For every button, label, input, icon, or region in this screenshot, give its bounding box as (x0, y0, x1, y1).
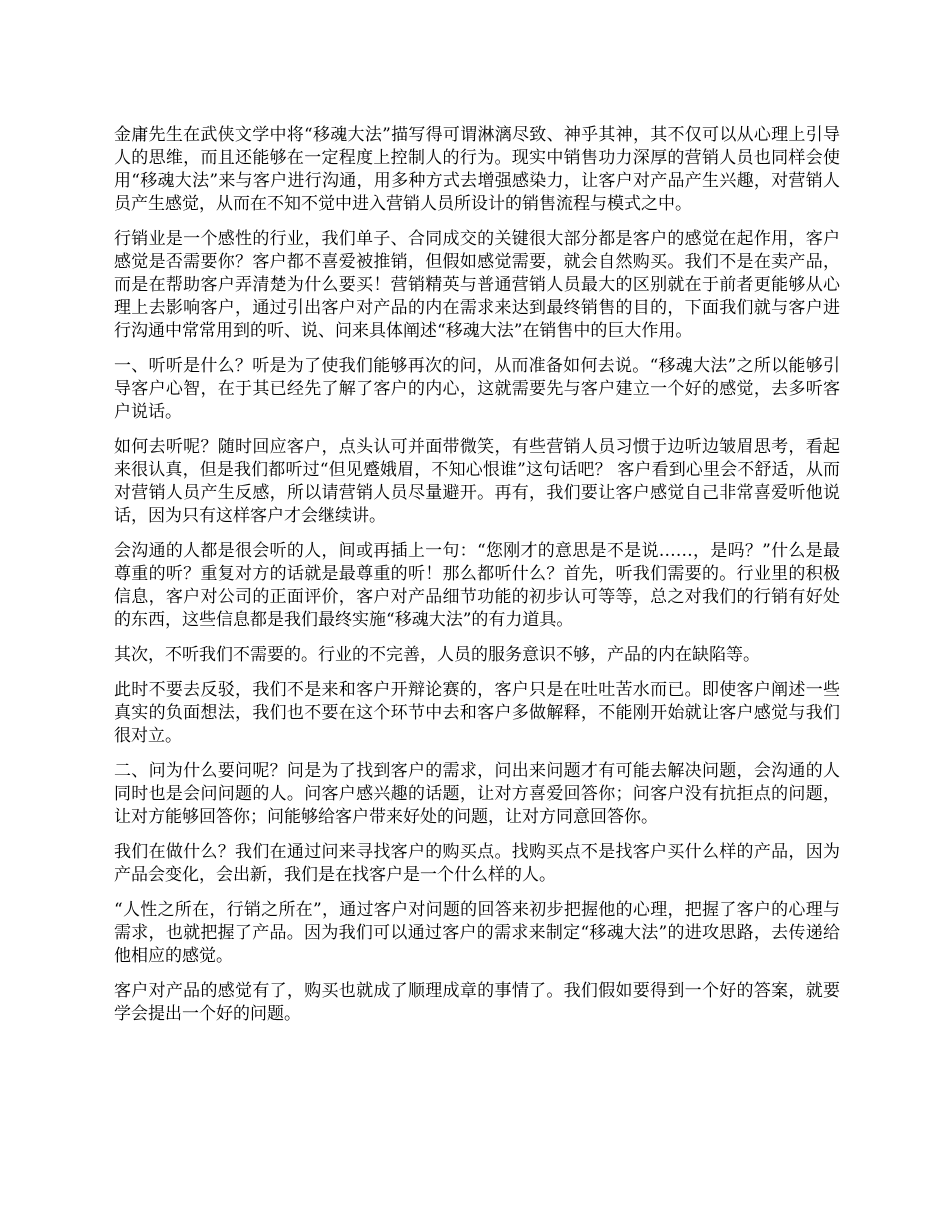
paragraph-4: 如何去听呢？随时回应客户，点头认可并面带微笑，有些营销人员习惯于边听边皱眉思考，看起来很认真，但是我们都听过“但见蹙娥眉，不知心恨谁”这句话吧？ 客户看到心里会不舒适，从而对营销人员产生反感，所以请营销人员尽量避开。再有，我们要让客户感觉自己非常喜爱听他说话，因为只有这样客户才会继续讲。 (114, 437, 840, 526)
paragraph-6: 其次，不听我们不需要的。行业的不完善，人员的服务意识不够，产品的内在缺陷等。 (114, 645, 760, 665)
paragraph-1: 金庸先生在武侠文学中将“移魂大法”描写得可谓淋漓尽致、神乎其神，其不仅可以从心理上引导人的思维，而且还能够在一定程度上控制人的行为。现实中销售功力深厚的营销人员也同样会使用“移魂大法”来与客户进行沟通，用多种方式去增强感染力，让客户对产品产生兴趣，对营销人员产生感觉，从而在不知不觉中进入营销人员所设计的销售流程与模式之中。 (114, 125, 840, 214)
paragraph-3: 一、听听是什么？听是为了使我们能够再次的问，从而准备如何去说。“移魂大法”之所以能够引导客户心智，在于其已经先了解了客户的内心，这就需要先与客户建立一个好的感觉，去多听客户说话。 (114, 356, 840, 422)
document-body (114, 124, 840, 1038)
paragraph-5: 会沟通的人都是很会听的人，间或再插上一句：“您刚才的意思是不是说……，是吗？”什么是最尊重的听？重复对方的话就是最尊重的听！那么都听什么？首先，听我们需要的。行业里的积极信息，客户对公司的正面评价，客户对产品细节功能的初步认可等等，总之对我们的行销有好处的东西，这些信息都是我们最终实施“移魂大法”的有力道具。 (114, 541, 840, 630)
paragraph-9: 我们在做什么？我们在通过问来寻找客户的购买点。找购买点不是找客户买什么样的产品，因为产品会变化，会出新，我们是在找客户是一个什么样的人。 (114, 842, 840, 885)
paragraph-7: 此时不要去反驳，我们不是来和客户开辩论赛的，客户只是在吐吐苦水而已。即使客户阐述一些真实的负面想法，我们也不要在这个环节中去和客户多做解释，不能刚开始就让客户感觉与我们很对立。 (114, 680, 840, 746)
paragraph-11: 客户对产品的感觉有了，购买也就成了顺理成章的事情了。我们假如要得到一个好的答案，就要学会提出一个好的问题。 (114, 981, 840, 1024)
paragraph-2: 行销业是一个感性的行业，我们单子、合同成交的关键很大部分都是客户的感觉在起作用，客户感觉是否需要你？客户都不喜爱被推销，但假如感觉需要，就会自然购买。我们不是在卖产品，而是在帮助客户弄清楚为什么要买！营销精英与普通营销人员最大的区别就在于前者更能够从心理上去影响客户，通过引出客户对产品的内在需求来达到最终销售的目的，下面我们就与客户进行沟通中常常用到的听、说、问来具体阐述“移魂大法”在销售中的巨大作用。 (114, 229, 840, 341)
paragraph-10: “人性之所在，行销之所在”，通过客户对问题的回答来初步把握他的心理，把握了客户的心理与需求，也就把握了产品。因为我们可以通过客户的需求来制定“移魂大法”的进攻思路，去传递给他相应的感觉。 (114, 900, 840, 966)
paragraph-8: 二、问为什么要问呢？问是为了找到客户的需求，问出来问题才有可能去解决问题，会沟通的人同时也是会问问题的人。问客户感兴趣的话题，让对方喜爱回答你；问客户没有抗拒点的问题，让对方能够回答你；问能够给客户带来好处的问题，让对方同意回答你。 (114, 761, 840, 827)
